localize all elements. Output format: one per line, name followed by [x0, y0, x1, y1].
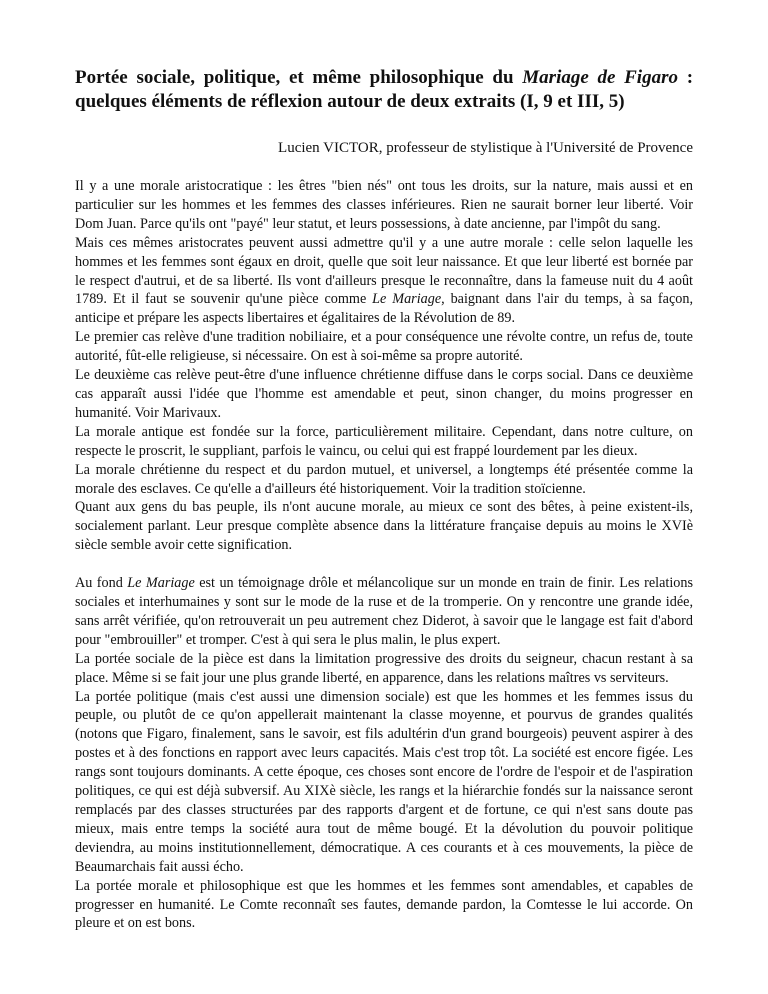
- section-gap: [75, 555, 693, 574]
- paragraph: [75, 234, 693, 329]
- title-work-name: Mariage de Figaro: [522, 67, 678, 88]
- paragraph-text: est un témoignage drôle et mélancolique sur un monde en train de finir. Les relations sociales et interhumaines y sont sur le mode de la ruse et de la tromperie. On y rencontre une grande idée, sans arrêt vérifiée, qu'on retrouverait un peu autrement chez Diderot, à savoir que le langage est fait d'abord pour "embrouiller" et tromper. C'est à qui sera le plus malin, le plus expert.: [75, 575, 693, 648]
- work-title-italic: Le Mariage: [372, 291, 442, 308]
- title-text-end: : quelques éléments de réflexion autour de deux extraits (I, 9 et III, 5): [75, 67, 694, 112]
- paragraph: La portée morale et philosophique est que les hommes et les femmes sont amendables, et capables de progresser en humanité. Le Comte reconnaît ses fautes, demande pardon, la Comtesse le lui accorde. On pleure et on est bons.: [75, 877, 693, 932]
- paragraph: La morale antique est fondée sur la force, particulièrement militaire. Cependant, dans notre culture, on respecte le proscrit, le suppliant, parfois le vaincu, ou celui qui est frappé lourdement par les dieux.: [75, 423, 693, 459]
- author-line: Lucien VICTOR, professeur de stylistique à l'Université de Provence: [278, 140, 693, 156]
- document-title: [75, 66, 693, 114]
- paragraph: Le deuxième cas relève peut-être d'une influence chrétienne diffuse dans le corps social. Dans ce deuxième cas apparaît aussi l'idée que l'homme est amendable et peut, sinon changer, du moins progresser en humanité. Voir Marivaux.: [75, 367, 693, 421]
- paragraph: La portée sociale de la pièce est dans la limitation progressive des droits du seigneur, chacun restant à sa place. Même si se fait jour une plus grande liberté, en apparence, dans les relations maîtres vs serviteurs.: [75, 650, 693, 686]
- paragraph: La morale chrétienne du respect et du pardon mutuel, et universel, a longtemps été présentée comme la morale des esclaves. Ce qu'elle a d'ailleurs été historiquement. Voir la tradition stoïcienne.: [75, 461, 693, 497]
- paragraph: Il y a une morale aristocratique : les êtres "bien nés" ont tous les droits, sur la nature, mais aussi et en particulier sur les hommes et les femmes des classes inférieures. Rien ne saurait borner leur liberté. Voir Dom Juan. Parce qu'ils ont "payé" leur statut, et leurs possessions, à date ancienne, par l'impôt du sang.: [75, 178, 693, 232]
- paragraph: [75, 574, 693, 650]
- paragraph: Quant aux gens du bas peuple, ils n'ont aucune morale, au mieux ce sont des bêtes, à peine existent-ils, socialement parlant. Leur presque complète absence dans la littérature française depuis au moins le XVIè siècle semble avoir cette signification.: [75, 499, 693, 554]
- paragraph: Le premier cas relève d'une tradition nobiliaire, et a pour conséquence une révolte contre, un refus de, toute autorité, fût-elle religieuse, si nécessaire. On est à soi-même sa propre autorité.: [75, 329, 693, 365]
- section-moral-types: [75, 177, 693, 933]
- paragraph-text: , baignant dans l'air du temps, à sa façon, anticipe et prépare les aspects libertaires et égalitaires de la Révolution de 89.: [75, 291, 693, 327]
- paragraph-text: Au fond: [75, 575, 128, 592]
- title-text-start: Portée sociale, politique, et même philosophique du: [75, 67, 523, 88]
- paragraph: La portée politique (mais c'est aussi une dimension sociale) est que les hommes et les femmes issus du peuple, ou plutôt de ce qu'on appellerait maintenant la classe moyenne, et pourvus de grandes qualités (notons que Figaro, finalement, sans le savoir, est fils adultérin d'un grand bourgeois) peuvent aspirer à des postes et à des fonctions en rapport avec leurs capacités. Mais c'est trop tôt. La société est encore figée. Les rangs sont toujours dominants. A cette époque, ces choses sont encore de l'ordre de l'espoir et de l'aspiration politiques, ce qui est déjà subversif. Au XIXè siècle, les rangs et la hiérarchie fondés sur la naissance seront remplacés par des classes structurées par des rapports d'argent et de fortune, ce qui n'est sans doute pas mieux, mais entre temps la société aura tout de même bougé. Et la dévolution du pouvoir politique deviendra, au moins institutionnellement, démocratique. A ces courants et à ces mouvements, la pièce de Beaumarchais fait aussi écho.: [75, 688, 693, 875]
- work-title-italic: Le Mariage: [127, 575, 195, 592]
- paragraph-text: Mais ces mêmes aristocrates peuvent aussi admettre qu'il y a une autre morale : celle selon laquelle les hommes et les femmes sont égaux en droit, quelle que soit leur naissance. Et que leur liberté est bornée par le respect d'autrui, et de sa liberté. Ils vont d'ailleurs presque le reconnaître, dans la fameuse nuit du 4 août 1789. Et il faut se souvenir qu'une pièce comme: [75, 234, 693, 308]
